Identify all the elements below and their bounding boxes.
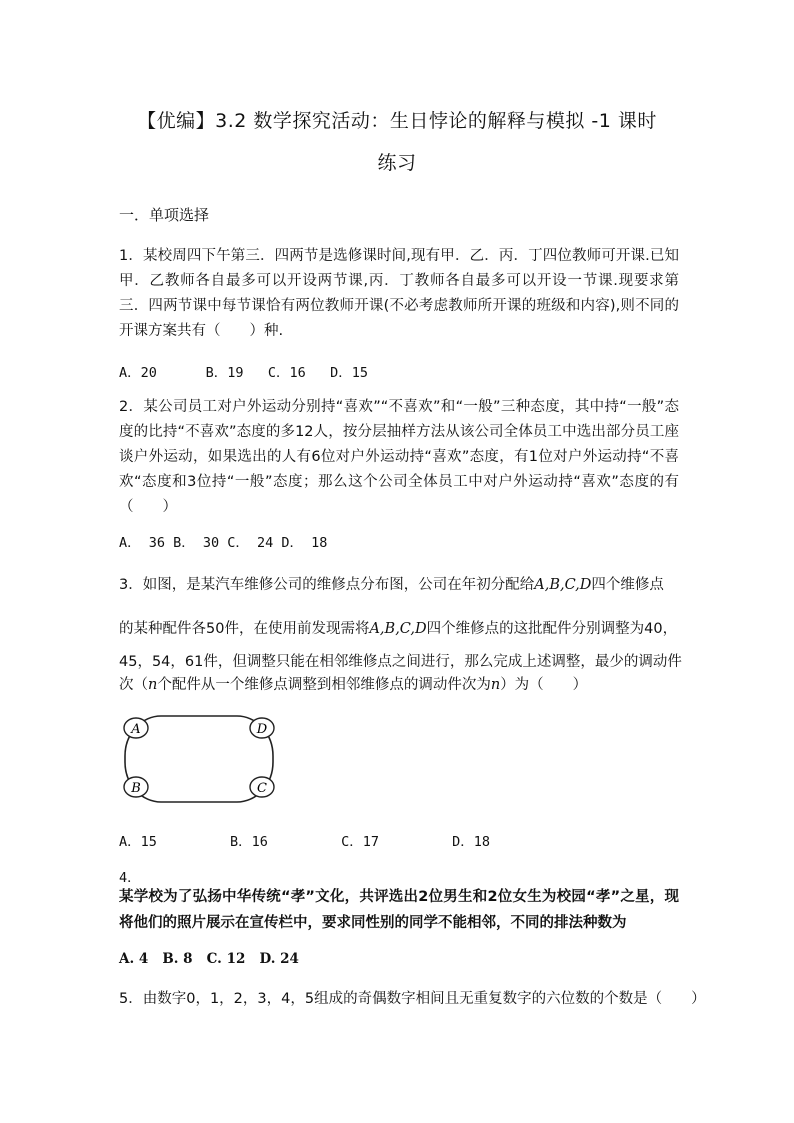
node-c xyxy=(250,777,274,797)
question-3-line-1 xyxy=(119,573,689,594)
section-heading: 一．单项选择 xyxy=(119,206,210,224)
q3-math: A,B,C,D xyxy=(369,621,427,637)
q3-text: ）为（ ） xyxy=(500,677,588,693)
q3-text: 3．如图，是某汽车维修公司的维修点分布图，公司在年初分配给 xyxy=(119,577,535,593)
question-3-line-3: 45，54，61件，但调整只能在相邻维修点之间进行，那么完成上述调整，最少的调动件 xyxy=(119,654,682,670)
node-d-label: D xyxy=(256,722,268,737)
q3-text: 个配件从一个维修点调整到相邻维修点的调动件次为 xyxy=(157,677,491,693)
node-c-label: C xyxy=(257,781,267,796)
question-5-text: 5．由数字0，1，2，3，4，5组成的奇偶数字相间且无重复数字的六位数的个数是（ ） xyxy=(119,991,706,1007)
question-1-text: 1．某校周四下午第三．四两节是选修课时间,现有甲．乙．丙．丁四位教师可开课.已知甲．乙教师各自最多可以开设两节课,丙．丁教师各自最多可以开设一节课.现要求第三．四两节课中每节课恰有两位教师开课(不必考虑教师所开课的班级和内容),则不同的开课方案共有（ ）种. xyxy=(119,248,679,339)
node-a-label: A xyxy=(131,722,141,737)
node-b-label: B xyxy=(131,781,141,796)
q3-math: n xyxy=(148,677,158,693)
node-a xyxy=(124,718,148,738)
q3-math: A,B,C,D xyxy=(534,577,592,593)
question-3-options: A．15 B．16 C．17 D．18 xyxy=(119,834,490,850)
question-3-line-4 xyxy=(119,673,689,694)
question-3-line-2 xyxy=(119,617,689,638)
q3-text: 的某种配件各50件，在使用前发现需将 xyxy=(119,621,370,637)
question-4-options: A. 4 B. 8 C. 12 D. 24 xyxy=(119,951,299,967)
q3-text: 次（ xyxy=(119,677,148,693)
question-4-number: 4． xyxy=(119,870,141,886)
question-2-options: A． 36 B． 30 C． 24 D． 18 xyxy=(119,535,328,551)
document-title-line2: 练习 xyxy=(377,152,417,174)
node-d xyxy=(250,718,274,738)
question-2-text: 2．某公司员工对户外运动分别持“喜欢”“不喜欢”和“一般”三种态度，其中持“一般”态度的比持“不喜欢”态度的多12人，按分层抽样方法从该公司全体员工中选出部分员工座谈户外运动，如果选出的人有6位对户外运动持“喜欢”态度，有1位对户外运动持“不喜欢“态度和3位持“一般”态度；那么这个公司全体员工中对户外运动持“喜欢”态度的有（ ） xyxy=(119,399,679,515)
repair-points-diagram xyxy=(115,708,285,808)
node-b xyxy=(124,777,148,797)
q3-math: n xyxy=(490,677,501,693)
question-1-options: A．20 B．19 C．16 D．15 xyxy=(119,365,369,381)
q3-text: 四个维修点 xyxy=(591,577,664,593)
document-title: 【优编】3.2 数学探究活动：生日悖论的解释与模拟 -1 课时 xyxy=(137,110,657,132)
q3-text: 四个维修点的这批配件分别调整为40， xyxy=(426,621,678,637)
question-4-text: 某学校为了弘扬中华传统“孝”文化，共评选出2位男生和2位女生为校园“孝”之星，现将他们的照片展示在宣传栏中，要求同性别的同学不能相邻，不同的排法种数为 xyxy=(119,889,679,931)
